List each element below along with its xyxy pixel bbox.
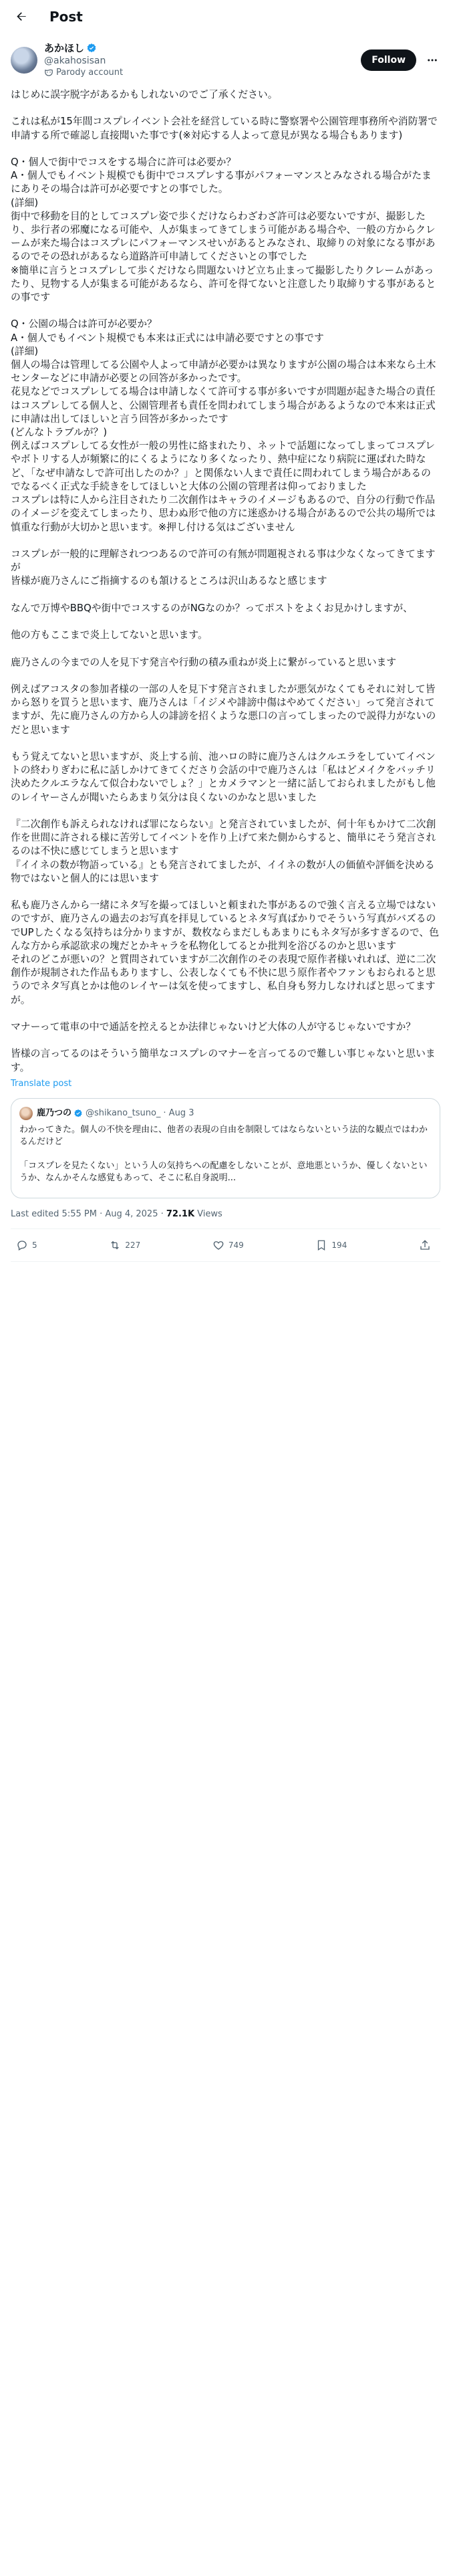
top-bar [0, 0, 451, 33]
heart-icon [212, 1239, 224, 1251]
repost-count: 227 [125, 1240, 141, 1250]
follow-button[interactable]: Follow [361, 49, 416, 71]
author-avatar[interactable] [11, 47, 37, 74]
bookmark-icon [315, 1239, 327, 1251]
bookmark-count: 194 [331, 1240, 347, 1250]
back-button[interactable] [11, 6, 32, 27]
author-handle[interactable]: @akahosisan [44, 56, 106, 66]
parody-account-label: Parody account [44, 67, 361, 79]
verified-badge-icon [86, 43, 97, 53]
reply-count: 5 [32, 1240, 37, 1250]
quoted-verified-badge-icon [73, 1109, 83, 1118]
author-name[interactable]: あかほし [44, 42, 85, 54]
repost-button[interactable] [109, 1239, 140, 1251]
author-info [44, 41, 361, 79]
quoted-author-avatar [19, 1107, 33, 1120]
share-icon [419, 1239, 431, 1251]
action-bar [11, 1228, 440, 1262]
quoted-post-text: わかってきた。個人の不快を理由に、他者の表現の自由を制限してはならないという法的な観点ではわかるんだけど 「コスプレを見たくない」という人の気持ちへの配慮をしないことが、意地悪というか、優しくないというか、なんかそんな感覚もあって、そこに私自身説明... [19, 1124, 428, 1183]
reply-icon [16, 1239, 28, 1251]
quoted-post-header [19, 1107, 432, 1120]
quoted-post-date: · Aug 3 [163, 1107, 194, 1118]
quoted-author-name: 鹿乃つの [37, 1107, 72, 1118]
post-text: はじめに誤字脱字があるかもしれないのでご了承ください。 これは私が15年間コスプレイベント会社を経営している時に警察署や公園管理事務所や消防署で申請する所で確認し直接聞いた事です(※対応する人よって意見が異なる場合もあります) Q・個人で街中でコスをする場合に許可は必要か？ A・個人でもイベント規模でも街中でコスプレする事がパフォーマンスとみなされる場合がたまにありその場合は許可が必要ですとの事でした。 (詳細) 街中で移動を目的としてコスプレ姿で歩くだけならわざわざ許可は必要ないですが、撮影したり、歩行者の邪魔になる可能や、人が集まってきてしまう可能がある場合や、一般の方からクレームが来た場合はコスプレにパフォーマンスせいがあるとみなされ、取締りの対象になる事があるのでその恐れがあるなら道路許可申請してくださいとの事でした ※簡単に言うとコスプレして歩くだけなら問題ないけど立ち止まって撮影したりクレームがあったり、見物する人が集まる可能があるなら、許可を得てないと注意したり取締りする事があるとの事です Q・公園の場合は許可が必要か？ A・個人でもイベント規模でも本来は正式には申請必要ですとの事です (詳細) 個人の場合は管理してる公園や人よって申請が必要かは異なりますが公園の場合は本来なら土木センターなどに申請が必要との回答が多かったです。 花見などでコスプレしてる場合は申請しなくて許可する事が多いですが問題が起きた場合の責任はコスプレしてる個人と、公園管理者も責任を問われてしまう場合があるようなので本来は正式に申請は出してほしいと言う回答が多かったです (どんなトラブルが？) 例えばコスプレしてる女性が一般の男性に絡まれたり、ネットで話題になってしまってコスプレやボトリする人が頻繁に的にくるようになり多くなったり、熱中症になり病院に運ばれた時など、「なぜ申請なしで許可出したのか？」と関係ない人まで責任に問われてしまう場合があるのでなるべく正式な手続きをしてほしいと大体の公園の管理者は仰っておりました コスプレは特に人から注目されたり二次創作はキャラのイメージもあるので、自分の行動で作品のイメージを変えてしまったり、思わぬ形で他の方に迷惑かける場合があるので公共の場所では慎重な行動が大切かと思います。※押し付ける気はございません コスプレが一般的に理解されつつあるので許可の有無が問題視される事は少なくなってきてますが 皆様が鹿乃さんにご指摘するのも頷けるところは沢山あるなと感じます なんで万博やBBQや街中でコスするのがNGなのか？ってポストをよくお見かけしますが、 他の方もここまで炎上してないと思います。 鹿乃さんの今までの人を見下す発言や行動の積み重ねが炎上に繋がっていると思います 例えばアコスタの参加者様の一部の人を見下す発言されましたが悪気がなくてもそれに対して皆から怒りを買うと思います、鹿乃さんは「イジメや誹謗中傷はやめてください」って発言されてますが、先に鹿乃さんの方から人の誹謗を招くような悪口の言ってしまったので説得力がないのだと思います もう覚えてないと思いますが、炎上する前、池ハロの時に鹿乃さんはクルエラをしていてイベントの終わりぎわに私に話しかけてきてくださり会話の中で鹿乃さんは「私はどメイクをバッチリ決めたクルエラなんて似合わないでしょ？」とカメラマンと一緒に話しておられましたがもし他のレイヤーさんが聞いたらあまり気分は良くないのかなと思いました 『二次創作も訴えられなければ罪にならない』と発言されていましたが、何十年もかけて二次創作を世間に許される様に苦労してイベントを作り上げて来た側からすると、簡単にそう発言されるのは不快に感じてしまうと思います 『イイネの数が物語っている』とも発言されてましたが、イイネの数が人の価値や評価を決める物ではないと個人的には思います 私も鹿乃さんから一緒にネタ写を撮ってほしいと頼まれた事があるので強く言える立場ではないのですが、鹿乃さんの過去のお写真を拝見しているとネタ写真ばかりでそういう写真がバズるのでUPしたくなる気持ちは分かりますが、数枚ならまだしもあまりにもネタ写が多すぎるので、色んな方から承認欲求の塊だとかキャラを私物化してるとか批判を浴びるのかと思います それのどこが悪いの？と質問されていますが二次創作のその表現で原作者様いれれば、逆に二次創作が規制された作品もありますし、公表しなくても不快に思う原作者やファンもおられると思うのでネタ写真とかは他のレイヤーは気を使ってますし、私自身も努力しなければと思ってますが。 マナーって電車の中で通話を控えるとか法律じゃないけど大体の人が守るじゃないですか？ 皆様の言ってるのはそういう簡単なコスプレのマナーを言ってるので難しい事じゃないと思います。 [11, 89, 439, 1073]
post-timestamp[interactable]: Last edited 5:55 PM · Aug 4, 2025 [11, 1208, 158, 1219]
back-arrow-icon [15, 10, 28, 23]
reply-button[interactable] [16, 1239, 37, 1251]
page-title: Post [49, 9, 83, 25]
like-count: 749 [228, 1240, 244, 1250]
post-meta: Last edited 5:55 PM · Aug 4, 2025 · 72.1K Views [11, 1208, 222, 1219]
more-options-button[interactable] [424, 52, 440, 68]
quoted-post[interactable] [11, 1098, 440, 1198]
more-dots-icon [426, 54, 438, 66]
parody-mask-icon [44, 68, 53, 78]
quoted-author-handle: @shikano_tsuno_ [86, 1107, 161, 1118]
share-button[interactable] [419, 1239, 435, 1251]
views-label: Views [197, 1208, 222, 1219]
bookmark-button[interactable] [315, 1239, 347, 1251]
translate-post-link[interactable]: Translate post [11, 1078, 72, 1089]
repost-icon [109, 1239, 121, 1251]
like-button[interactable] [212, 1239, 244, 1251]
post-header [0, 33, 451, 79]
views-count: 72.1K [166, 1208, 195, 1219]
